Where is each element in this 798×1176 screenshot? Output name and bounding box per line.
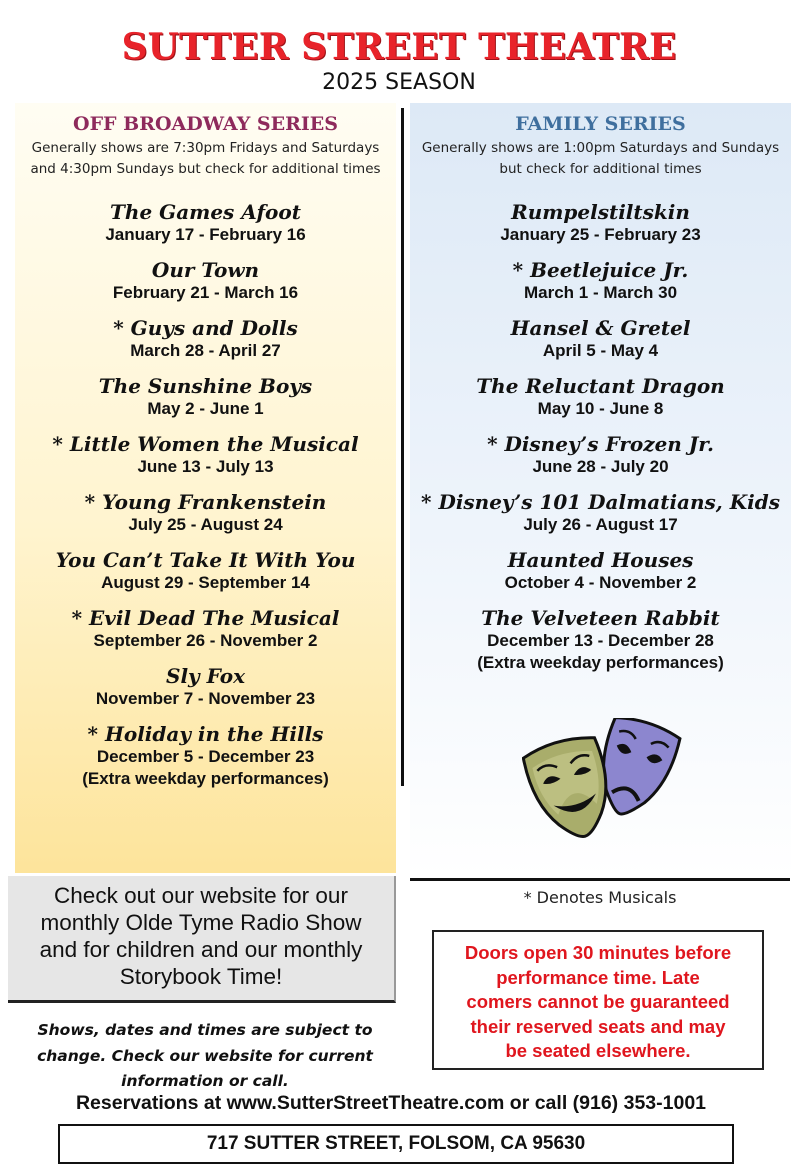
show-dates: December 13 - December 28 <box>487 631 714 650</box>
show-title: The Reluctant Dragon <box>476 374 725 398</box>
address-box: 717 SUTTER STREET, FOLSOM, CA 95630 <box>58 1124 734 1164</box>
off-broadway-heading: OFF BROADWAY SERIES <box>73 113 338 135</box>
show-item <box>410 548 791 594</box>
show-item <box>15 606 396 652</box>
family-heading: FAMILY SERIES <box>515 113 686 135</box>
show-dates: May 10 - June 8 <box>537 399 664 418</box>
show-note: (Extra weekday performances) <box>82 769 329 788</box>
off-broadway-note-line: and 4:30pm Sundays but check for additional times <box>30 161 381 177</box>
doors-line: Doors open 30 minutes before <box>464 942 732 963</box>
promo-line: and for children and our monthly <box>39 937 363 962</box>
show-title: Rumpelstiltskin <box>511 200 690 224</box>
family-note <box>410 138 791 180</box>
show-item <box>15 316 396 362</box>
off-broadway-note <box>15 138 396 180</box>
subject-to-change-note <box>22 1018 388 1095</box>
show-dates: March 28 - April 27 <box>130 341 281 360</box>
show-title: * Disney’s Frozen Jr. <box>487 432 714 456</box>
show-item <box>410 606 791 674</box>
promo-line: monthly Olde Tyme Radio Show <box>40 910 362 935</box>
column-divider <box>401 108 404 786</box>
show-dates: August 29 - September 14 <box>101 573 310 592</box>
show-dates: February 21 - March 16 <box>112 283 299 302</box>
show-item <box>410 432 791 478</box>
doors-line: performance time. Late <box>496 966 700 988</box>
subject-line: change. Check our website for current <box>37 1046 373 1065</box>
show-item <box>15 200 396 246</box>
subject-line: information or call. <box>121 1072 289 1090</box>
show-title: Haunted Houses <box>507 548 694 572</box>
show-dates: June 28 - July 20 <box>532 457 669 476</box>
family-show-list <box>410 200 791 674</box>
doors-line: comers cannot be guaranteed <box>466 991 730 1012</box>
show-item <box>15 490 396 536</box>
show-title: The Games Afoot <box>110 200 301 224</box>
show-title: * Evil Dead The Musical <box>71 606 340 630</box>
show-item <box>15 432 396 478</box>
show-item <box>410 374 791 420</box>
show-dates: June 13 - July 13 <box>137 457 274 476</box>
doors-line: be seated elsewhere. <box>505 1040 691 1061</box>
off-broadway-note-line: Generally shows are 7:30pm Fridays and Saturdays <box>31 140 380 156</box>
show-item <box>15 374 396 420</box>
show-dates: March 1 - March 30 <box>523 283 678 302</box>
show-note: (Extra weekday performances) <box>477 653 724 672</box>
show-dates: July 26 - August 17 <box>523 515 678 534</box>
show-dates: January 25 - February 23 <box>500 225 701 244</box>
show-title: * Disney’s 101 Dalmatians, Kids <box>421 490 780 514</box>
family-note-line: but check for additional times <box>499 161 702 177</box>
show-title: Our Town <box>151 258 260 282</box>
reservations-line: Reservations at www.SutterStreetTheatre.com or call (916) 353-1001 <box>75 1092 707 1114</box>
show-title: Hansel & Gretel <box>510 316 691 340</box>
show-item <box>15 548 396 594</box>
page-title: SUTTER STREET THEATRE <box>121 26 677 68</box>
theater-masks-icon <box>522 718 682 846</box>
show-dates: July 25 - August 24 <box>128 515 283 534</box>
show-dates: April 5 - May 4 <box>542 341 659 360</box>
show-dates: November 7 - November 23 <box>95 689 316 708</box>
show-title: Sly Fox <box>166 664 245 688</box>
musicals-legend: * Denotes Musicals <box>523 888 677 907</box>
off-broadway-column <box>15 103 396 873</box>
promo-line: Check out our website for our <box>54 883 348 908</box>
show-title: * Beetlejuice Jr. <box>512 258 689 282</box>
season-subtitle: 2025 SEASON <box>322 70 476 95</box>
website-promo-box <box>8 876 396 1003</box>
show-dates: January 17 - February 16 <box>105 225 306 244</box>
show-item <box>15 722 396 790</box>
doors-notice-box <box>432 930 764 1070</box>
show-item <box>410 316 791 362</box>
show-dates: October 4 - November 2 <box>504 573 697 592</box>
off-broadway-show-list <box>15 200 396 790</box>
family-note-line: Generally shows are 1:00pm Saturdays and Sundays <box>421 140 780 156</box>
show-dates: December 5 - December 23 <box>96 747 315 766</box>
section-rule <box>410 878 790 881</box>
show-title: * Guys and Dolls <box>113 316 298 340</box>
show-item <box>410 200 791 246</box>
show-dates: May 2 - June 1 <box>147 399 264 418</box>
doors-line: their reserved seats and may <box>470 1015 726 1037</box>
promo-line: Storybook Time! <box>119 964 283 989</box>
show-title: The Sunshine Boys <box>98 374 313 398</box>
show-title: * Little Women the Musical <box>52 432 359 456</box>
subject-line: Shows, dates and times are subject to <box>37 1021 373 1039</box>
show-item <box>15 664 396 710</box>
show-item <box>410 490 791 536</box>
show-item <box>15 258 396 304</box>
show-item <box>410 258 791 304</box>
show-title: * Young Frankenstein <box>84 490 327 514</box>
show-title: You Can’t Take It With You <box>55 548 356 572</box>
show-dates: September 26 - November 2 <box>93 631 318 650</box>
show-title: * Holiday in the Hills <box>87 722 324 746</box>
show-title: The Velveteen Rabbit <box>481 606 720 630</box>
